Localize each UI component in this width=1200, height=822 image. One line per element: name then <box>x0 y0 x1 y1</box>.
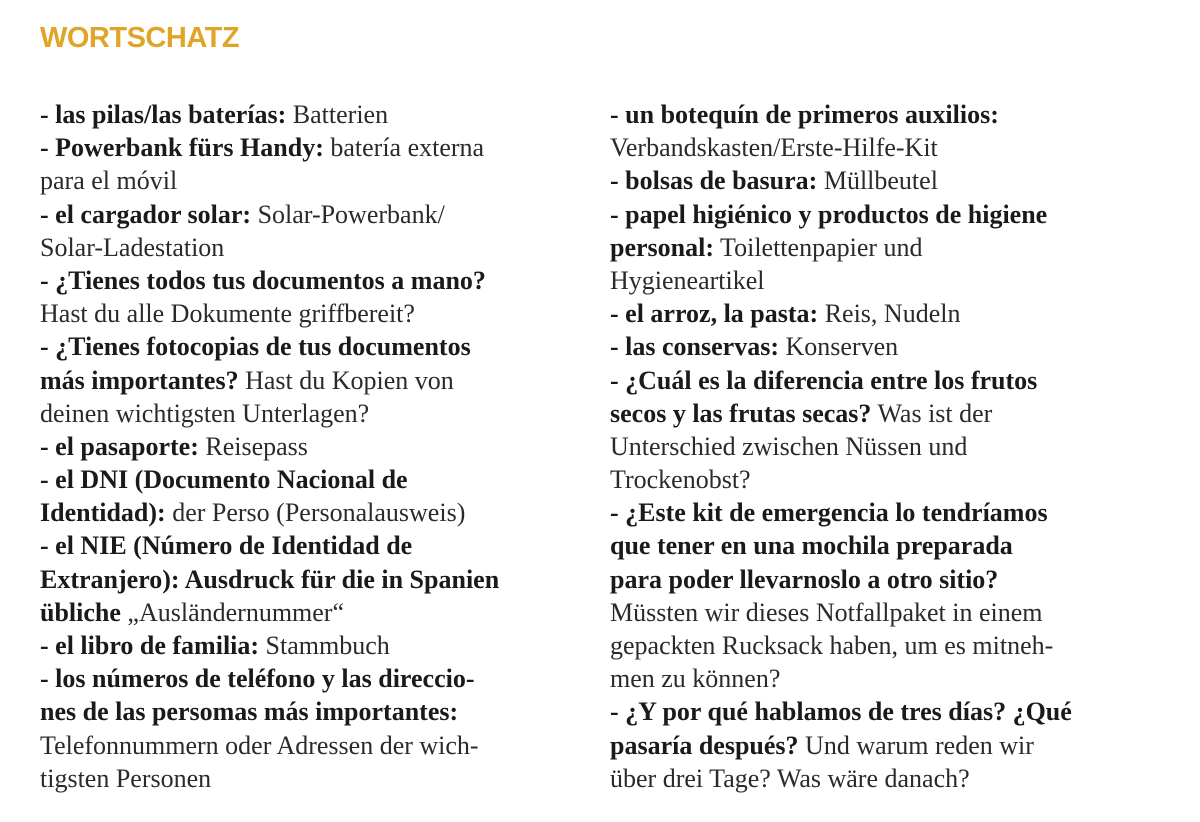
vocabulary-line <box>40 231 585 264</box>
vocabulary-line <box>610 430 1170 463</box>
translation-text: Konserven <box>778 332 899 362</box>
vocabulary-line <box>610 198 1170 231</box>
term-spanish: - ¿Tienes todos tus documentos a mano? <box>40 265 486 295</box>
vocabulary-line <box>40 198 585 231</box>
translation-text: Stammbuch <box>259 631 390 660</box>
term-spanish: - el DNI (Documento Nacional de <box>40 465 408 495</box>
vocabulary-line <box>40 596 585 629</box>
vocabulary-line <box>610 529 1170 562</box>
translation-text: der Perso (Personalausweis) <box>165 498 466 528</box>
vocabulary-line <box>40 496 585 529</box>
translation-text: deinen wichtigsten Unterlagen? <box>40 398 370 428</box>
section-title: WORTSCHATZ <box>40 22 240 54</box>
vocabulary-line <box>610 397 1170 430</box>
vocabulary-line <box>610 231 1170 264</box>
vocabulary-line <box>610 463 1170 496</box>
vocabulary-line <box>40 264 585 297</box>
vocabulary-line <box>610 563 1170 596</box>
translation-text: gepackten Rucksack haben, um es mitneh- <box>610 631 1054 660</box>
vocabulary-line <box>610 496 1170 529</box>
vocabulary-line <box>610 164 1170 197</box>
vocabulary-line <box>610 131 1170 164</box>
term-spanish: personal: <box>610 232 714 262</box>
term-spanish: - el libro de familia: <box>40 631 260 660</box>
vocabulary-line <box>40 297 585 330</box>
vocabulary-line <box>40 330 585 363</box>
translation-text: Müllbeutel <box>817 166 938 196</box>
vocabulary-line <box>40 563 585 596</box>
vocabulary-line <box>610 629 1170 662</box>
term-spanish: - un botequín de primeros auxilios: <box>610 100 999 129</box>
vocabulary-line <box>40 529 585 562</box>
term-spanish: - el arroz, la pasta: <box>610 299 819 329</box>
translation-text: tigsten Personen <box>40 763 212 793</box>
translation-text: Toilettenpapier und <box>714 232 923 262</box>
term-spanish: más importantes? <box>40 365 239 395</box>
translation-text: para el móvil <box>40 166 178 196</box>
vocabulary-line <box>610 662 1170 695</box>
translation-text: Hast du alle Dokumente griffbereit? <box>40 299 415 329</box>
vocabulary-line <box>610 762 1170 795</box>
translation-text: Reis, Nudeln <box>818 299 961 329</box>
vocabulary-line <box>40 397 585 430</box>
translation-text: Und warum reden wir <box>798 730 1034 760</box>
vocabulary-line <box>610 729 1170 762</box>
vocabulary-column-left <box>40 98 585 795</box>
vocabulary-line <box>610 264 1170 297</box>
translation-text: Batterien <box>286 100 389 129</box>
term-spanish: - las pilas/las baterías: <box>40 100 287 129</box>
term-spanish: que tener en una mochila preparada <box>610 531 1013 561</box>
term-spanish: - los números de teléfono y las direccio- <box>40 664 475 694</box>
vocabulary-line <box>40 164 585 197</box>
translation-text: batería externa <box>323 133 485 163</box>
vocabulary-line <box>40 662 585 695</box>
vocabulary-line <box>40 629 585 662</box>
term-spanish: - ¿Este kit de emergencia lo tendríamos <box>610 498 1048 528</box>
term-spanish: Identidad): <box>40 498 166 528</box>
term-spanish: secos y las frutas secas? <box>610 398 872 428</box>
vocabulary-line <box>610 596 1170 629</box>
term-spanish: - el NIE (Número de Identidad de <box>40 531 413 561</box>
translation-text: Was ist der <box>871 398 993 428</box>
vocabulary-line <box>40 729 585 762</box>
translation-text: Hygieneartikel <box>610 265 765 295</box>
translation-text: Unterschied zwischen Nüssen und <box>610 431 968 461</box>
translation-text: Trockenobst? <box>610 465 751 495</box>
term-spanish: nes de las persomas más importantes: <box>40 697 459 727</box>
vocabulary-line <box>610 364 1170 397</box>
vocabulary-line <box>40 98 585 131</box>
vocabulary-line <box>40 131 585 164</box>
translation-text: über drei Tage? Was wäre danach? <box>610 763 970 793</box>
term-spanish: übliche <box>40 597 121 627</box>
term-spanish: - el cargador solar: <box>40 199 252 229</box>
vocabulary-line <box>40 695 585 728</box>
term-spanish: - bolsas de basura: <box>610 166 818 196</box>
term-spanish: pasaría después? <box>610 730 799 760</box>
vocabulary-line <box>40 364 585 397</box>
term-spanish: Extranjero): Ausdruck für die in Spanien <box>40 564 500 594</box>
term-spanish: - ¿Tienes fotocopias de tus documentos <box>40 332 471 362</box>
term-spanish: para poder llevarnoslo a otro sitio? <box>610 564 999 594</box>
vocabulary-line <box>610 695 1170 728</box>
term-spanish: - ¿Cuál es la diferencia entre los frutos <box>610 365 1038 395</box>
translation-text: Müssten wir dieses Notfallpaket in einem <box>610 597 1043 627</box>
translation-text: Telefonnummern oder Adressen der wich- <box>40 730 479 760</box>
vocabulary-line <box>610 297 1170 330</box>
translation-text: „Ausländernummer“ <box>120 597 345 627</box>
vocabulary-line <box>40 463 585 496</box>
vocabulary-line <box>610 330 1170 363</box>
term-spanish: - Powerbank fürs Handy: <box>40 133 324 163</box>
term-spanish: - ¿Y por qué hablamos de tres días? ¿Qué <box>610 697 1072 727</box>
vocabulary-line <box>40 762 585 795</box>
translation-text: Reisepass <box>198 431 308 461</box>
term-spanish: - papel higiénico y productos de higiene <box>610 199 1048 229</box>
vocabulary-line <box>610 98 1170 131</box>
term-spanish: - las conservas: <box>610 332 779 362</box>
translation-text: Solar-Powerbank/ <box>251 199 445 229</box>
term-spanish: - el pasaporte: <box>40 431 199 461</box>
vocabulary-line <box>40 430 585 463</box>
translation-text: Verbandskasten/Erste-Hilfe-Kit <box>610 133 938 163</box>
translation-text: Solar-Ladestation <box>40 232 225 262</box>
translation-text: men zu können? <box>610 664 781 694</box>
vocabulary-column-right <box>610 98 1170 795</box>
translation-text: Hast du Kopien von <box>238 365 454 395</box>
